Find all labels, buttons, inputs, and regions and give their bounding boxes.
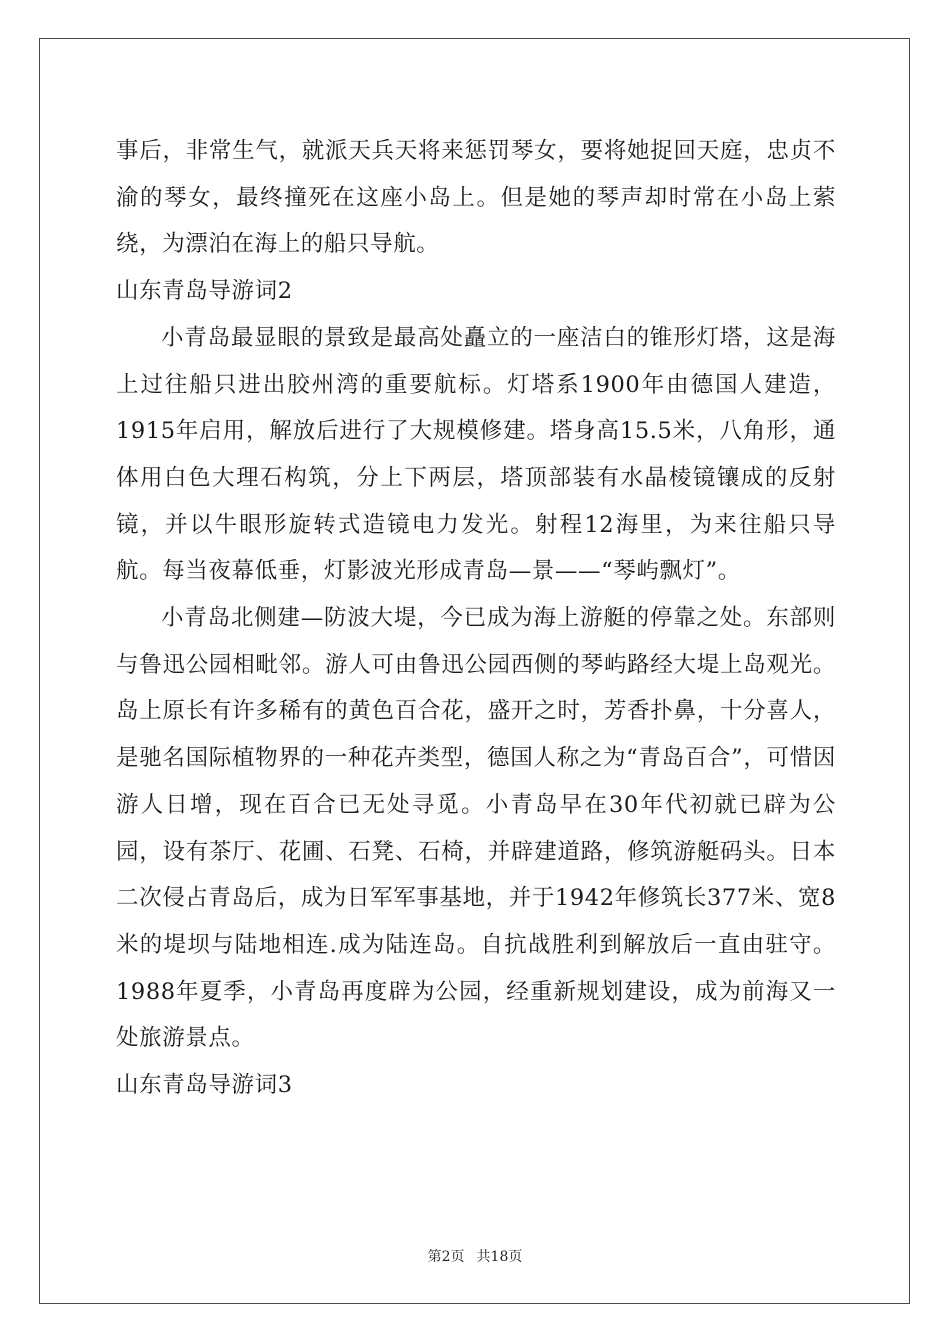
paragraph-1: 事后，非常生气，就派天兵天将来惩罚琴女，要将她捉回天庭，忠贞不渝的琴女，最终撞死在这座小岛上。但是她的琴声却时常在小岛上萦绕，为漂泊在海上的船只导航。	[116, 138, 836, 258]
section-heading-2: 山东青岛导游词2	[116, 278, 293, 305]
document-body	[116, 128, 836, 1109]
paragraph-2: 小青岛最显眼的景致是最高处矗立的一座洁白的锥形灯塔，这是海上过往船只进出胶州湾的重要航标。灯塔系1900年由德国人建造，1915年启用，解放后进行了大规模修建。塔身高15.5米，八角形，通体用白色大理石构筑，分上下两层，塔顶部装有水晶棱镜镶成的反射镜，并以牛眼形旋转式造镜电力发光。射程12海里，为来往船只导航。每当夜幕低垂，灯影波光形成青岛—景——“琴屿飘灯”。	[116, 324, 836, 585]
page-total: 共18页	[476, 1249, 523, 1265]
paragraph-3: 小青岛北侧建—防波大堤，今已成为海上游艇的停靠之处。东部则与鲁迅公园相毗邻。游人可由鲁迅公园西侧的琴屿路经大堤上岛观光。岛上原长有许多稀有的黄色百合花，盛开之时，芳香扑鼻，十分喜人，是驰名国际植物界的一种花卉类型，德国人称之为“青岛百合”，可惜因游人日增，现在百合已无处寻觅。小青岛早在30年代初就已辟为公园，设有茶厅、花圃、石凳、石椅，并辟建道路，修筑游艇码头。日本二次侵占青岛后，成为日军军事基地，并于1942年修筑长377米、宽8米的堤坝与陆地相连.成为陆连岛。自抗战胜利到解放后一直由驻守。1988年夏季，小青岛再度辟为公园，经重新规划建设，成为前海又一处旅游景点。	[116, 605, 836, 1052]
page-number: 第2页	[427, 1249, 465, 1265]
page-footer	[0, 1246, 950, 1266]
section-heading-3: 山东青岛导游词3	[116, 1072, 293, 1099]
